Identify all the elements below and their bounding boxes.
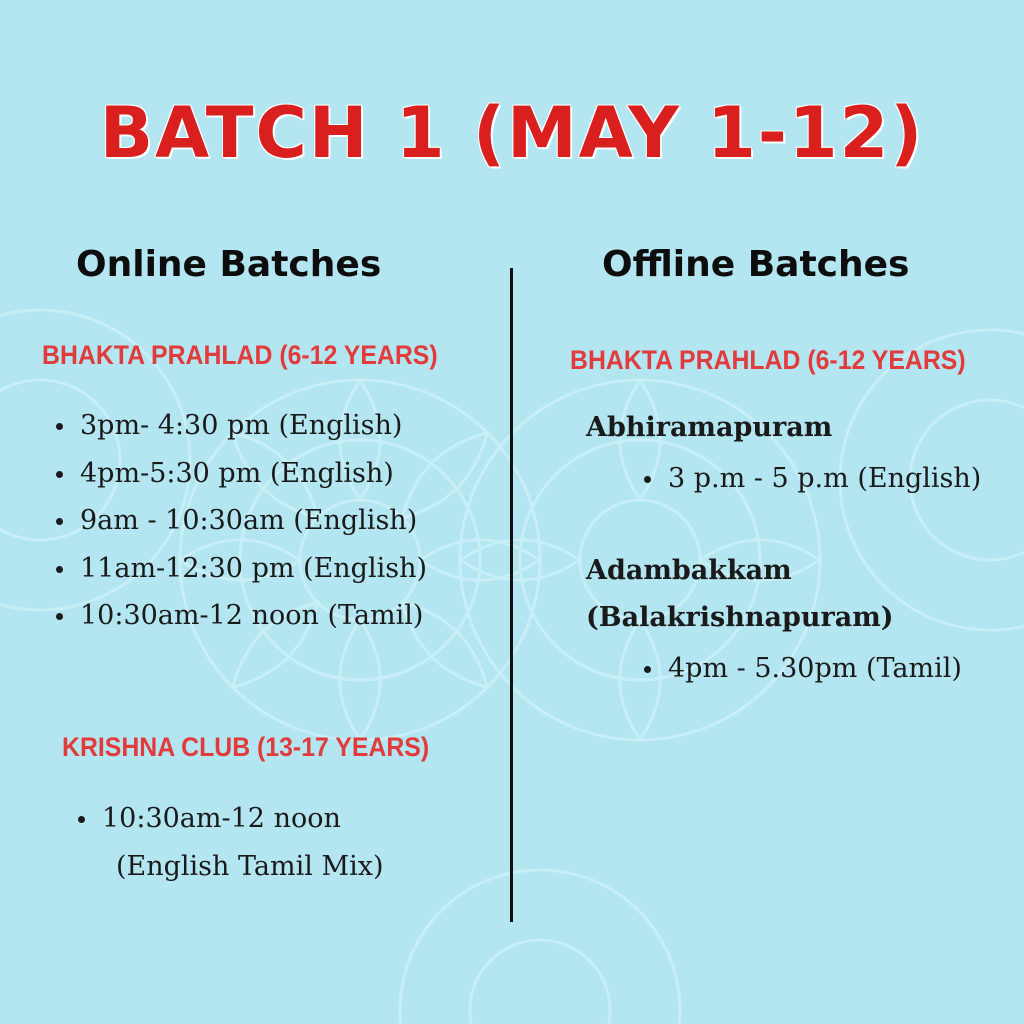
adambakkam-times xyxy=(644,645,962,693)
list-item: 3pm- 4:30 pm (English) xyxy=(80,402,427,450)
abhiramapuram-times xyxy=(644,455,981,503)
krishna-club-time-continuation: (English Tamil Mix) xyxy=(116,851,384,882)
krishna-club-label: KRISHNA CLUB (13-17 YEARS) xyxy=(62,732,430,762)
list-item: 4pm-5:30 pm (English) xyxy=(80,450,427,498)
page-title: BATCH 1 (MAY 1-12) xyxy=(99,92,925,174)
list-item: 4pm - 5.30pm (Tamil) xyxy=(668,645,962,693)
list-item: 10:30am-12 noon (Tamil) xyxy=(80,592,427,640)
list-item: 3 p.m - 5 p.m (English) xyxy=(668,455,981,503)
online-bhakta-prahlad-times xyxy=(56,402,427,640)
list-item: 9am - 10:30am (English) xyxy=(80,497,427,545)
location-abhiramapuram: Abhiramapuram xyxy=(586,412,833,443)
list-item: 10:30am-12 noon xyxy=(102,795,341,843)
online-batches-heading: Online Batches xyxy=(76,244,382,285)
krishna-club-times xyxy=(78,795,341,843)
list-item: 11am-12:30 pm (English) xyxy=(80,545,427,593)
location-balakrishnapuram: (Balakrishnapuram) xyxy=(586,602,894,633)
column-divider xyxy=(510,268,513,922)
offline-batches-heading: Offline Batches xyxy=(602,244,910,285)
location-adambakkam: Adambakkam xyxy=(586,555,792,586)
offline-bhakta-prahlad-label: BHAKTA PRAHLAD (6-12 YEARS) xyxy=(570,345,966,375)
online-bhakta-prahlad-label: BHAKTA PRAHLAD (6-12 YEARS) xyxy=(42,340,438,370)
